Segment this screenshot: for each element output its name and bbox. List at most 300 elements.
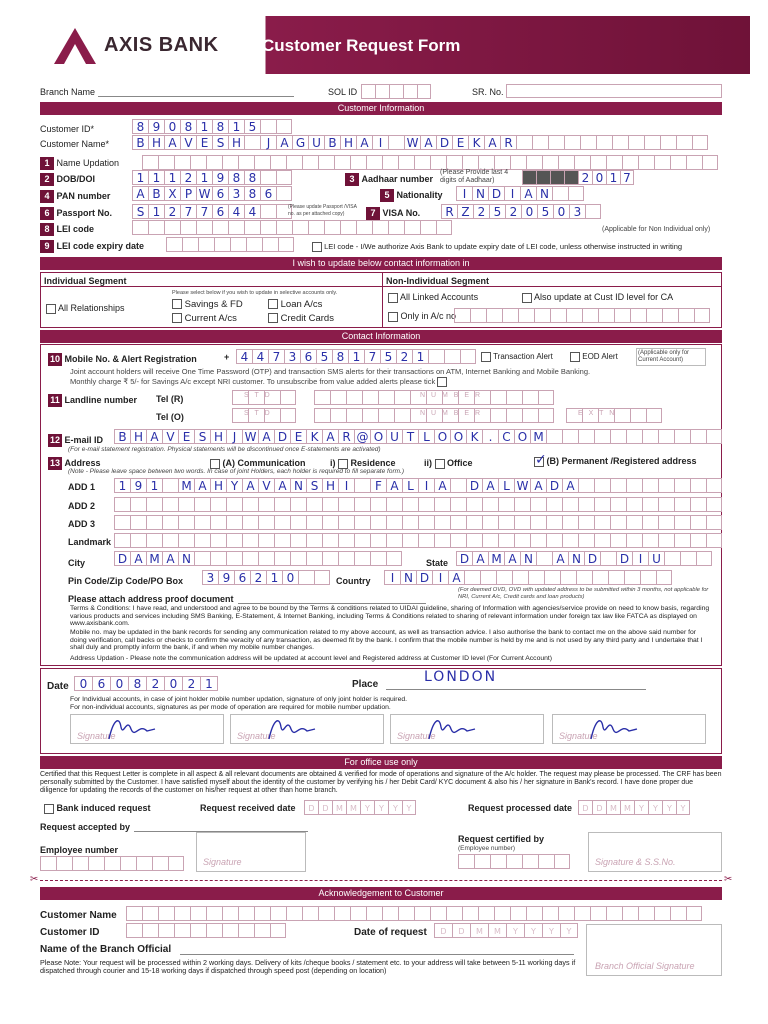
char-box[interactable] [462, 906, 478, 921]
char-box[interactable] [450, 497, 466, 512]
char-box[interactable]: Z [457, 204, 473, 219]
pan-boxes[interactable] [132, 186, 292, 201]
char-box[interactable] [558, 155, 574, 170]
char-box[interactable] [386, 515, 402, 530]
char-box[interactable] [254, 155, 270, 170]
char-box[interactable] [286, 906, 302, 921]
char-box[interactable]: B [148, 186, 164, 201]
char-box[interactable] [680, 551, 696, 566]
char-box[interactable] [612, 135, 628, 150]
char-box[interactable] [526, 155, 542, 170]
char-box[interactable]: H [322, 478, 338, 493]
char-box[interactable] [430, 155, 446, 170]
char-box[interactable] [148, 220, 164, 235]
customer-id-boxes[interactable] [132, 119, 292, 134]
char-box[interactable]: 2 [505, 204, 521, 219]
char-box[interactable] [542, 155, 558, 170]
char-box[interactable] [290, 515, 306, 530]
char-box[interactable]: N [178, 551, 194, 566]
char-box[interactable]: Y [662, 800, 676, 815]
char-box[interactable]: @ [354, 429, 370, 444]
char-box[interactable] [706, 533, 722, 548]
char-box[interactable]: I [418, 478, 434, 493]
char-box[interactable]: V [180, 135, 196, 150]
char-box[interactable]: 8 [128, 676, 146, 691]
char-box[interactable]: M [346, 800, 360, 815]
char-box[interactable]: H [148, 135, 164, 150]
char-box[interactable] [654, 155, 670, 170]
char-box[interactable] [274, 515, 290, 530]
char-box[interactable] [454, 308, 470, 323]
char-box[interactable]: O [450, 429, 466, 444]
char-box[interactable] [338, 533, 354, 548]
char-box[interactable] [276, 119, 292, 134]
char-box[interactable]: 1 [164, 170, 180, 185]
char-box[interactable] [522, 408, 538, 423]
char-box[interactable]: S [132, 204, 148, 219]
char-box[interactable]: Y [560, 923, 578, 938]
char-box[interactable] [370, 533, 386, 548]
char-box[interactable]: . [482, 429, 498, 444]
name-updation-boxes[interactable] [142, 155, 718, 170]
char-box[interactable] [562, 497, 578, 512]
state-boxes[interactable] [456, 551, 712, 566]
char-box[interactable]: 9 [130, 478, 146, 493]
char-box[interactable] [258, 497, 274, 512]
char-box[interactable] [550, 170, 564, 185]
char-box[interactable]: D [578, 800, 592, 815]
char-box[interactable]: Y [360, 800, 374, 815]
char-box[interactable] [302, 906, 318, 921]
char-box[interactable] [670, 155, 686, 170]
char-box[interactable]: 6 [300, 349, 316, 364]
char-box[interactable]: 2 [164, 204, 180, 219]
char-box[interactable]: 2 [578, 170, 592, 185]
current-checkbox[interactable] [172, 313, 182, 323]
unsubscribe-checkbox[interactable] [437, 377, 447, 387]
char-box[interactable] [354, 478, 370, 493]
also-checkbox[interactable] [522, 293, 532, 303]
char-box[interactable]: 0 [164, 676, 182, 691]
char-box[interactable] [382, 155, 398, 170]
char-box[interactable]: 6 [212, 186, 228, 201]
char-box[interactable] [308, 220, 324, 235]
char-box[interactable] [622, 906, 638, 921]
aadhaar-boxes[interactable] [522, 170, 634, 185]
char-box[interactable] [238, 923, 254, 938]
char-box[interactable]: 0 [282, 570, 298, 585]
char-box[interactable]: A [562, 478, 578, 493]
char-box[interactable] [526, 906, 542, 921]
char-box[interactable] [690, 429, 706, 444]
char-box[interactable] [502, 308, 518, 323]
add2-boxes[interactable] [114, 497, 722, 512]
char-box[interactable] [206, 923, 222, 938]
country-boxes[interactable] [384, 570, 672, 585]
char-box[interactable]: A [194, 478, 210, 493]
char-box[interactable] [418, 515, 434, 530]
char-box[interactable]: D [114, 551, 130, 566]
char-box[interactable] [626, 515, 642, 530]
char-box[interactable]: 1 [132, 170, 148, 185]
char-box[interactable]: 0 [592, 170, 606, 185]
char-box[interactable] [228, 220, 244, 235]
char-box[interactable] [470, 308, 486, 323]
char-box[interactable]: D [434, 923, 452, 938]
char-box[interactable] [246, 237, 262, 252]
char-box[interactable]: I [632, 551, 648, 566]
char-box[interactable] [152, 856, 168, 871]
char-box[interactable]: M [620, 800, 634, 815]
char-box[interactable] [510, 155, 526, 170]
char-box[interactable] [546, 429, 562, 444]
char-box[interactable] [574, 906, 590, 921]
char-box[interactable] [198, 237, 214, 252]
char-box[interactable] [434, 515, 450, 530]
char-box[interactable]: 0 [110, 676, 128, 691]
char-box[interactable]: Y [634, 800, 648, 815]
char-box[interactable] [206, 906, 222, 921]
char-box[interactable]: 5 [244, 119, 260, 134]
char-box[interactable] [386, 497, 402, 512]
char-box[interactable] [498, 497, 514, 512]
char-box[interactable] [242, 551, 258, 566]
char-box[interactable] [222, 906, 238, 921]
char-box[interactable] [270, 923, 286, 938]
char-box[interactable] [548, 135, 564, 150]
char-box[interactable] [626, 497, 642, 512]
lei-boxes[interactable] [132, 220, 452, 235]
char-box[interactable] [178, 497, 194, 512]
char-box[interactable] [270, 155, 286, 170]
ack-id-boxes[interactable] [126, 923, 286, 938]
char-box[interactable] [444, 349, 460, 364]
char-box[interactable] [594, 515, 610, 530]
char-box[interactable] [114, 515, 130, 530]
char-box[interactable] [386, 533, 402, 548]
certified-emp-boxes[interactable] [458, 854, 570, 869]
char-box[interactable]: L [418, 429, 434, 444]
char-box[interactable]: A [420, 135, 436, 150]
char-box[interactable]: A [132, 186, 148, 201]
char-box[interactable] [260, 119, 276, 134]
char-box[interactable] [418, 497, 434, 512]
char-box[interactable] [578, 515, 594, 530]
char-box[interactable] [378, 408, 394, 423]
char-box[interactable]: Y [388, 800, 402, 815]
char-box[interactable]: 7 [364, 349, 380, 364]
char-box[interactable]: A [164, 135, 180, 150]
char-box[interactable]: B [114, 429, 130, 444]
char-box[interactable] [274, 551, 290, 566]
char-box[interactable] [562, 429, 578, 444]
char-box[interactable] [88, 856, 104, 871]
char-box[interactable] [346, 408, 362, 423]
char-box[interactable] [178, 515, 194, 530]
char-box[interactable]: A [356, 135, 372, 150]
char-box[interactable] [496, 570, 512, 585]
char-box[interactable] [194, 515, 210, 530]
char-box[interactable] [676, 135, 692, 150]
char-box[interactable]: 3 [569, 204, 585, 219]
char-box[interactable]: A [552, 551, 568, 566]
char-box[interactable] [706, 515, 722, 530]
char-box[interactable] [560, 570, 576, 585]
char-box[interactable] [146, 497, 162, 512]
char-box[interactable] [322, 497, 338, 512]
char-box[interactable] [626, 429, 642, 444]
char-box[interactable] [678, 308, 694, 323]
city-boxes[interactable] [114, 551, 402, 566]
char-box[interactable] [644, 135, 660, 150]
char-box[interactable]: 9 [148, 119, 164, 134]
char-box[interactable]: M [488, 551, 504, 566]
char-box[interactable]: D [456, 551, 472, 566]
char-box[interactable]: Y [226, 478, 242, 493]
char-box[interactable] [696, 551, 712, 566]
char-box[interactable]: N [400, 570, 416, 585]
char-box[interactable] [480, 570, 496, 585]
char-box[interactable] [430, 906, 446, 921]
char-box[interactable]: P [180, 186, 196, 201]
char-box[interactable]: S [212, 135, 228, 150]
char-box[interactable] [222, 155, 238, 170]
char-box[interactable]: A [434, 478, 450, 493]
char-box[interactable]: Y [506, 923, 524, 938]
char-box[interactable] [136, 856, 152, 871]
nationality-boxes[interactable] [456, 186, 584, 201]
char-box[interactable]: 3 [202, 570, 218, 585]
signature-box-4[interactable] [552, 714, 706, 744]
char-box[interactable] [402, 515, 418, 530]
char-box[interactable] [356, 220, 372, 235]
char-box[interactable]: K [466, 429, 482, 444]
char-box[interactable]: 4 [228, 204, 244, 219]
char-box[interactable] [178, 533, 194, 548]
char-box[interactable]: 5 [316, 349, 332, 364]
char-box[interactable] [638, 155, 654, 170]
char-box[interactable] [530, 515, 546, 530]
char-box[interactable] [238, 155, 254, 170]
char-box[interactable] [558, 906, 574, 921]
passport-boxes[interactable] [132, 204, 292, 219]
char-box[interactable] [578, 429, 594, 444]
char-box[interactable]: A [162, 551, 178, 566]
dob-boxes[interactable] [132, 170, 292, 185]
char-box[interactable] [562, 515, 578, 530]
char-box[interactable] [130, 515, 146, 530]
char-box[interactable] [506, 408, 522, 423]
char-box[interactable]: 1 [200, 676, 218, 691]
char-box[interactable] [658, 533, 674, 548]
char-box[interactable]: A [472, 551, 488, 566]
char-box[interactable] [72, 856, 88, 871]
char-box[interactable] [260, 204, 276, 219]
char-box[interactable] [490, 408, 506, 423]
char-box[interactable]: 7 [620, 170, 634, 185]
char-box[interactable] [226, 533, 242, 548]
char-box[interactable] [162, 533, 178, 548]
char-box[interactable] [692, 135, 708, 150]
char-box[interactable]: M [178, 478, 194, 493]
char-box[interactable] [546, 533, 562, 548]
branch-official-signature-box[interactable] [586, 924, 722, 976]
char-box[interactable]: W [404, 135, 420, 150]
char-box[interactable]: I [372, 135, 388, 150]
char-box[interactable] [404, 220, 420, 235]
char-box[interactable]: R [338, 429, 354, 444]
char-box[interactable] [330, 390, 346, 405]
char-box[interactable] [674, 533, 690, 548]
char-box[interactable] [334, 906, 350, 921]
char-box[interactable] [532, 135, 548, 150]
char-box[interactable] [350, 155, 366, 170]
char-box[interactable] [276, 220, 292, 235]
char-box[interactable]: M [530, 429, 546, 444]
char-box[interactable] [574, 155, 590, 170]
char-box[interactable] [674, 429, 690, 444]
char-box[interactable]: H [130, 429, 146, 444]
employee-number-boxes[interactable] [40, 856, 184, 871]
char-box[interactable]: 0 [74, 676, 92, 691]
char-box[interactable] [610, 497, 626, 512]
char-box[interactable] [306, 533, 322, 548]
char-box[interactable]: 6 [234, 570, 250, 585]
char-box[interactable] [594, 429, 610, 444]
char-box[interactable] [242, 497, 258, 512]
char-box[interactable] [126, 906, 142, 921]
char-box[interactable] [190, 155, 206, 170]
char-box[interactable]: D [416, 570, 432, 585]
proof-input[interactable] [238, 603, 426, 604]
char-box[interactable] [562, 533, 578, 548]
char-box[interactable] [610, 478, 626, 493]
ack-dor-boxes[interactable] [434, 923, 578, 938]
char-box[interactable] [552, 186, 568, 201]
char-box[interactable] [274, 497, 290, 512]
ack-name-boxes[interactable] [126, 906, 702, 921]
char-box[interactable] [394, 408, 410, 423]
char-box[interactable] [550, 308, 566, 323]
char-box[interactable] [280, 390, 296, 405]
char-box[interactable] [686, 906, 702, 921]
char-box[interactable] [362, 408, 378, 423]
char-box[interactable] [622, 155, 638, 170]
pin-boxes[interactable] [202, 570, 330, 585]
char-box[interactable]: 8 [244, 170, 260, 185]
char-box[interactable]: 1 [196, 119, 212, 134]
char-box[interactable]: D [584, 551, 600, 566]
char-box[interactable] [546, 497, 562, 512]
char-box[interactable] [158, 923, 174, 938]
char-box[interactable]: B [132, 135, 148, 150]
char-box[interactable] [420, 220, 436, 235]
char-box[interactable] [280, 408, 296, 423]
char-box[interactable] [366, 906, 382, 921]
char-box[interactable] [566, 308, 582, 323]
char-box[interactable] [658, 497, 674, 512]
visa-boxes[interactable] [441, 204, 601, 219]
char-box[interactable]: 9 [212, 170, 228, 185]
char-box[interactable]: 4 [244, 204, 260, 219]
char-box[interactable] [226, 515, 242, 530]
char-box[interactable]: 8 [332, 349, 348, 364]
char-box[interactable]: O [514, 429, 530, 444]
add3-boxes[interactable] [114, 515, 722, 530]
char-box[interactable] [598, 308, 614, 323]
char-box[interactable] [324, 220, 340, 235]
all-relationships-checkbox[interactable] [46, 304, 56, 314]
eod-alert-checkbox[interactable] [570, 352, 580, 362]
char-box[interactable] [314, 570, 330, 585]
char-box[interactable] [290, 533, 306, 548]
char-box[interactable] [642, 515, 658, 530]
char-box[interactable] [146, 533, 162, 548]
char-box[interactable] [230, 237, 246, 252]
linked-checkbox[interactable] [388, 293, 398, 303]
char-box[interactable]: 5 [380, 349, 396, 364]
char-box[interactable]: 6 [212, 204, 228, 219]
char-box[interactable] [706, 497, 722, 512]
char-box[interactable] [164, 220, 180, 235]
char-box[interactable]: A [274, 478, 290, 493]
char-box[interactable]: E [290, 429, 306, 444]
char-box[interactable] [498, 515, 514, 530]
char-box[interactable] [462, 155, 478, 170]
char-box[interactable]: 1 [412, 349, 428, 364]
char-box[interactable] [450, 533, 466, 548]
char-box[interactable] [354, 551, 370, 566]
char-box[interactable]: D [274, 429, 290, 444]
char-box[interactable] [142, 155, 158, 170]
char-box[interactable]: U [308, 135, 324, 150]
char-box[interactable]: D [452, 923, 470, 938]
char-box[interactable] [590, 155, 606, 170]
char-box[interactable]: W [514, 478, 530, 493]
char-box[interactable]: W [242, 429, 258, 444]
char-box[interactable] [226, 551, 242, 566]
char-box[interactable] [506, 390, 522, 405]
char-box[interactable]: Y [374, 800, 388, 815]
processed-date-boxes[interactable] [578, 800, 690, 815]
char-box[interactable] [522, 854, 538, 869]
char-box[interactable] [354, 497, 370, 512]
char-box[interactable]: Y [542, 923, 560, 938]
char-box[interactable] [690, 515, 706, 530]
char-box[interactable] [690, 533, 706, 548]
char-box[interactable]: 0 [164, 119, 180, 134]
bank-induced-checkbox[interactable] [44, 804, 54, 814]
char-box[interactable] [290, 551, 306, 566]
char-box[interactable] [174, 155, 190, 170]
char-box[interactable] [302, 155, 318, 170]
char-box[interactable] [402, 533, 418, 548]
char-box[interactable]: R [500, 135, 516, 150]
char-box[interactable] [498, 533, 514, 548]
char-box[interactable]: D [466, 478, 482, 493]
char-box[interactable] [600, 551, 616, 566]
char-box[interactable] [322, 533, 338, 548]
char-box[interactable] [608, 570, 624, 585]
branch-input[interactable] [98, 96, 294, 97]
char-box[interactable]: D [318, 800, 332, 815]
char-box[interactable] [132, 220, 148, 235]
char-box[interactable] [686, 155, 702, 170]
char-box[interactable] [578, 533, 594, 548]
char-box[interactable] [466, 533, 482, 548]
char-box[interactable] [706, 478, 722, 493]
char-box[interactable]: Y [648, 800, 662, 815]
